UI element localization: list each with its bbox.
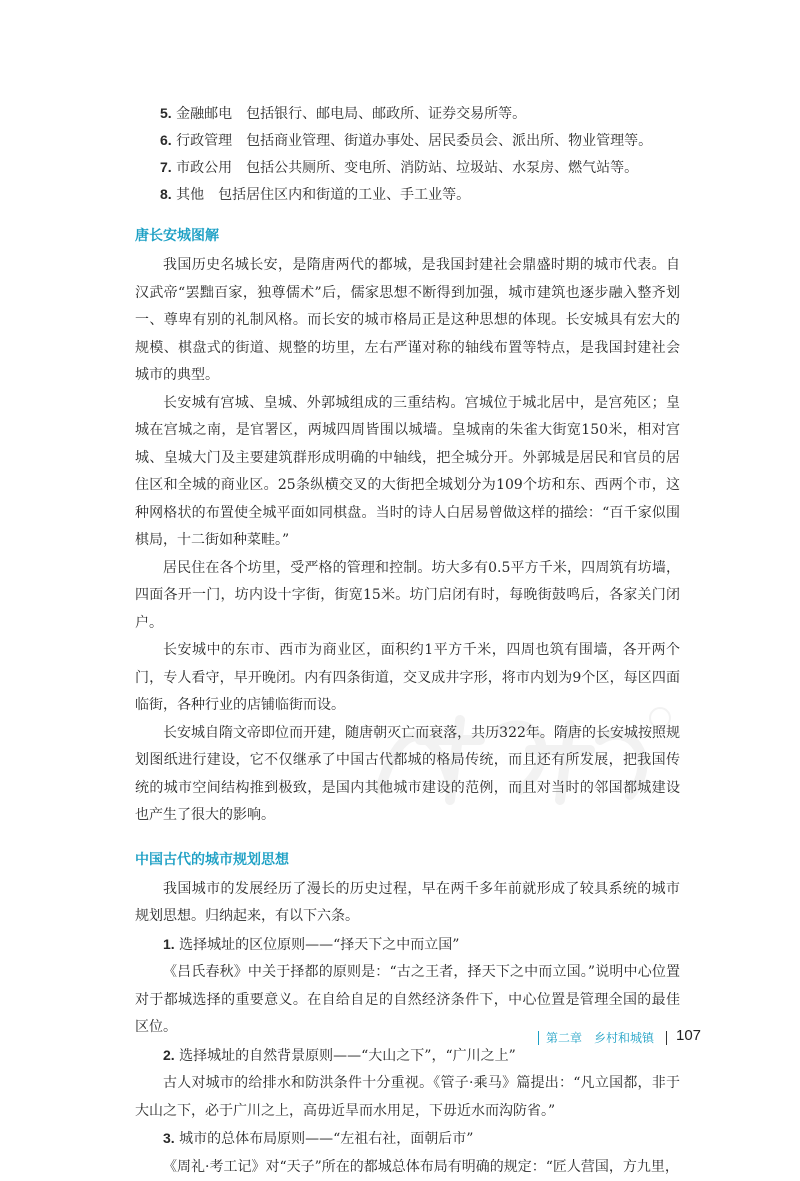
page-content	[135, 100, 680, 1181]
paragraph: 我国历史名城长安，是隋唐两代的都城，是我国封建社会鼎盛时期的城市代表。自汉武帝“罢黜百家，独尊儒术”后，儒家思想不断得到加强，城市建筑也逐步融入整齐划一、尊卑有别的礼制风格。而长安的城市格局正是这种思想的体现。长安城具有宏大的规模、棋盘式的街道、规整的坊里，左右严谨对称的轴线布置等特点，是我国封建社会城市的典型。	[135, 252, 680, 390]
list-item: 8. 其他 包括居住区内和街道的工业、手工业等。	[160, 181, 680, 208]
page-footer	[0, 1028, 800, 1050]
publisher-watermark-icon	[360, 700, 680, 820]
list-item: 7. 市政公用 包括公共厕所、变电所、消防站、垃圾站、水泵房、燃气站等。	[160, 154, 680, 181]
section-title-changan: 唐长安城图解	[135, 224, 680, 246]
paragraph: 《吕氏春秋》中关于择都的原则是：“古之王者，择天下之中而立国。”说明中心位置对于都城选择的重要意义。在自给自足的自然经济条件下，中心位置是管理全国的最佳区位。	[135, 959, 680, 1042]
paragraph: 长安城有宫城、皇城、外郭城组成的三重结构。宫城位于城北居中，是宫苑区；皇城在宫城之南，是官署区，两城四周皆围以城墙。皇城南的朱雀大街宽150米，相对宫城、皇城大门及主要建筑群形成明确的中轴线，把全城分开。外郭城是居民和官员的居住区和全城的商业区。25条纵横交叉的大街把全城划分为109个坊和东、西两个市，这种网格状的布置使全城平面如同棋盘。当时的诗人白居易曾做这样的描绘：“百千家似围棋局，十二街如种菜畦。”	[135, 390, 680, 555]
paragraph: 古人对城市的给排水和防洪条件十分重视。《管子·乘马》篇提出：“凡立国都，非于大山之下，必于广川之上，高毋近旱而水用足，下毋近水而沟防省。”	[135, 1070, 680, 1125]
footer-divider	[666, 1031, 667, 1045]
paragraph: 长安城中的东市、西市为商业区，面积约1平方千米，四周也筑有围墙，各开两个门，专人看守，早开晚闭。内有四条街道，交叉成井字形，将市内划为9个区，每区四面临街，各种行业的店铺临街而设。	[135, 637, 680, 720]
paragraph: 《周礼·考工记》对“天子”所在的都城总体布局有明确的规定：“匠人营国，方九里，	[135, 1154, 680, 1181]
principle-heading: 2. 选择城址的自然背景原则——“大山之下”，“广川之上”	[163, 1042, 680, 1071]
paragraph: 我国城市的发展经历了漫长的历史过程，早在两千多年前就形成了较具系统的城市规划思想。归纳起来，有以下六条。	[135, 876, 680, 931]
page-number: 107	[676, 1027, 701, 1044]
section-title-planning-thought: 中国古代的城市规划思想	[135, 848, 680, 870]
facility-list	[135, 100, 680, 208]
list-item: 5. 金融邮电 包括银行、邮电局、邮政所、证券交易所等。	[160, 100, 680, 127]
paragraph: 居民住在各个坊里，受严格的管理和控制。坊大多有0.5平方千米，四周筑有坊墙，四面各开一门，坊内设十字街，街宽15米。坊门启闭有时，每晚街鼓鸣后，各家关门闭户。	[135, 555, 680, 638]
list-item: 6. 行政管理 包括商业管理、街道办事处、居民委员会、派出所、物业管理等。	[160, 127, 680, 154]
principle-heading: 1. 选择城址的区位原则——“择天下之中而立国”	[163, 931, 680, 960]
chapter-label: 第二章 乡村和城镇	[546, 1029, 654, 1046]
paragraph: 长安城自隋文帝即位而开建，随唐朝灭亡而衰落，共历322年。隋唐的长安城按照规划图纸进行建设，它不仅继承了中国古代都城的格局传统，而且还有所发展，把我国传统的城市空间结构推到极致，是国内其他城市建设的范例，而且对当时的邻国都城建设也产生了很大的影响。	[135, 720, 680, 830]
principle-heading: 3. 城市的总体布局原则——“左祖右社，面朝后市”	[163, 1125, 680, 1154]
footer-divider	[538, 1031, 539, 1045]
